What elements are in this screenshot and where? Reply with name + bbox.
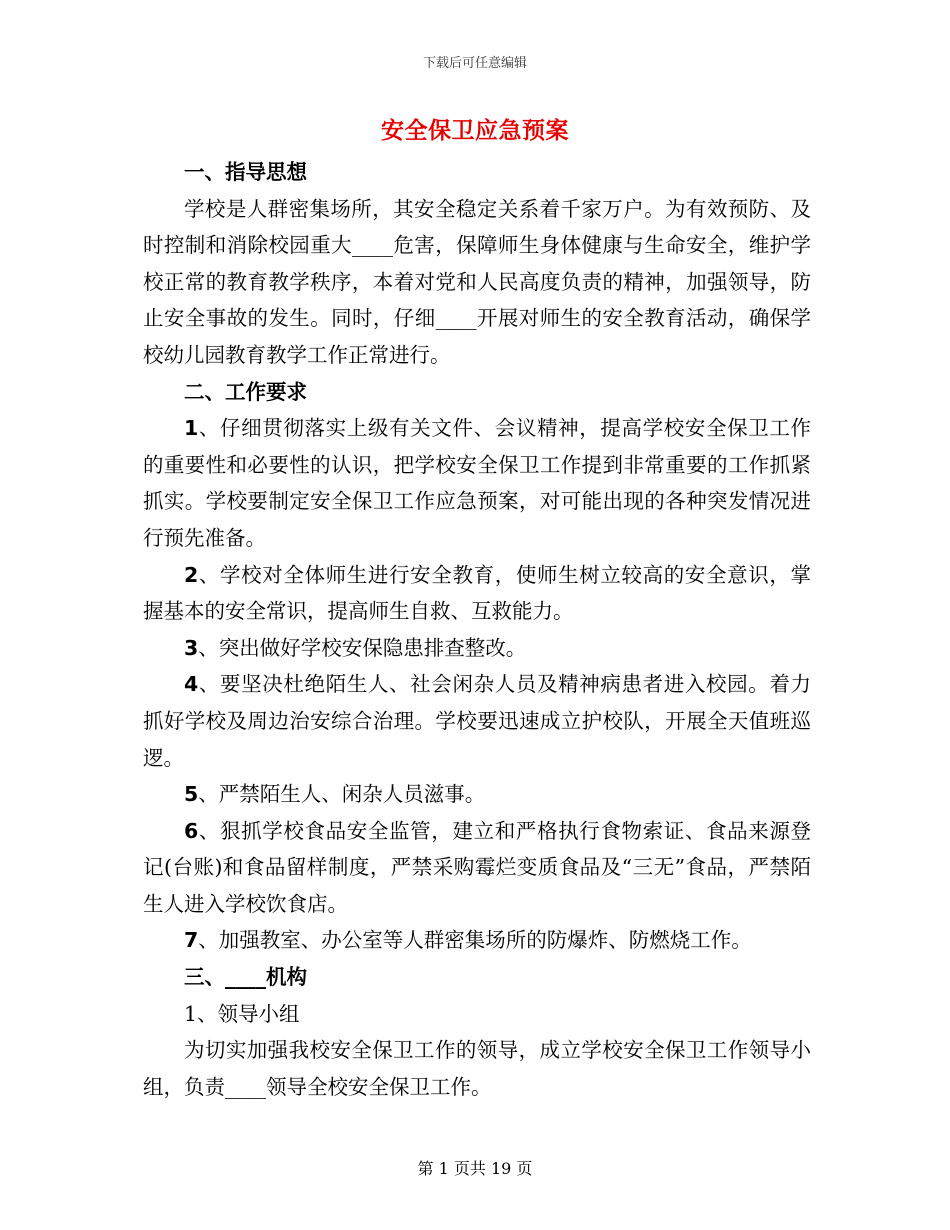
item-text: 、学校对全体师生进行安全教育，使师生树立较高的安全意识，掌握基本的安全常识，提高师生自救、互救能力。	[143, 562, 811, 624]
item-number: 1	[184, 416, 199, 441]
page-footer: 第 1 页共 19 页	[417, 1159, 533, 1178]
list-item	[143, 666, 811, 776]
document-title: 安全保卫应急预案	[381, 117, 569, 144]
item-number: 4	[184, 672, 199, 697]
subheading-leadership-group: 1、领导小组	[184, 1001, 300, 1026]
paragraph-guiding-ideology: 学校是人群密集场所，其安全稳定关系着千家万户。为有效预防、及时控制和消除校园重大____危害，保障师生身体健康与生命安全，维护学校正常的教育教学秩序，本着对党和人民高度负责的精神，加强领导，防止安全事故的发生。同时，仔细____开展对师生的安全教育活动，确保学校幼儿园教育教学工作正常进行。	[143, 196, 811, 367]
item-number: 5	[184, 782, 199, 807]
item-text: 、狠抓学校食品安全监管，建立和严格执行食物索证、食品来源登记(台账)和食品留样制度，严禁采购霉烂变质食品及“三无”食品，严禁陌生人进入学校饮食店。	[143, 818, 811, 916]
section-heading-guiding-ideology: 一、指导思想	[184, 160, 307, 184]
item-text: 、严禁陌生人、闲杂人员滋事。	[198, 782, 486, 807]
list-item	[143, 813, 811, 923]
item-text: 、加强教室、办公室等人群密集场所的防爆炸、防燃烧工作。	[198, 928, 752, 953]
section-heading-organization: 三、____机构	[184, 965, 307, 990]
document-body	[143, 154, 811, 1105]
item-number: 3	[184, 635, 199, 660]
list-item	[143, 776, 811, 813]
list-item	[143, 630, 811, 667]
item-number: 6	[184, 818, 199, 843]
list-item	[143, 922, 811, 959]
list-item	[143, 557, 811, 630]
item-text: 、仔细贯彻落实上级有关文件、会议精神，提高学校安全保卫工作的重要性和必要性的认识，把学校安全保卫工作提到非常重要的工作抓紧抓实。学校要制定安全保卫工作应急预案，对可能出现的各种突发情况进行预先准备。	[143, 416, 811, 550]
section-heading-work-requirements: 二、工作要求	[184, 379, 307, 404]
item-text: 、突出做好学校安保隐患排查整改。	[198, 635, 527, 660]
item-number: 2	[184, 562, 199, 587]
item-text: 、要坚决杜绝陌生人、社会闲杂人员及精神病患者进入校园。着力抓好学校及周边治安综合治理。学校要迅速成立护校队，开展全天值班巡逻。	[143, 672, 811, 770]
header-note: 下载后可任意编辑	[422, 56, 527, 71]
list-item	[143, 410, 811, 556]
item-number: 7	[184, 928, 199, 953]
paragraph-leadership-group: 为切实加强我校安全保卫工作的领导，成立学校安全保卫工作领导小组，负责____领导全校安全保卫工作。	[143, 1038, 811, 1099]
